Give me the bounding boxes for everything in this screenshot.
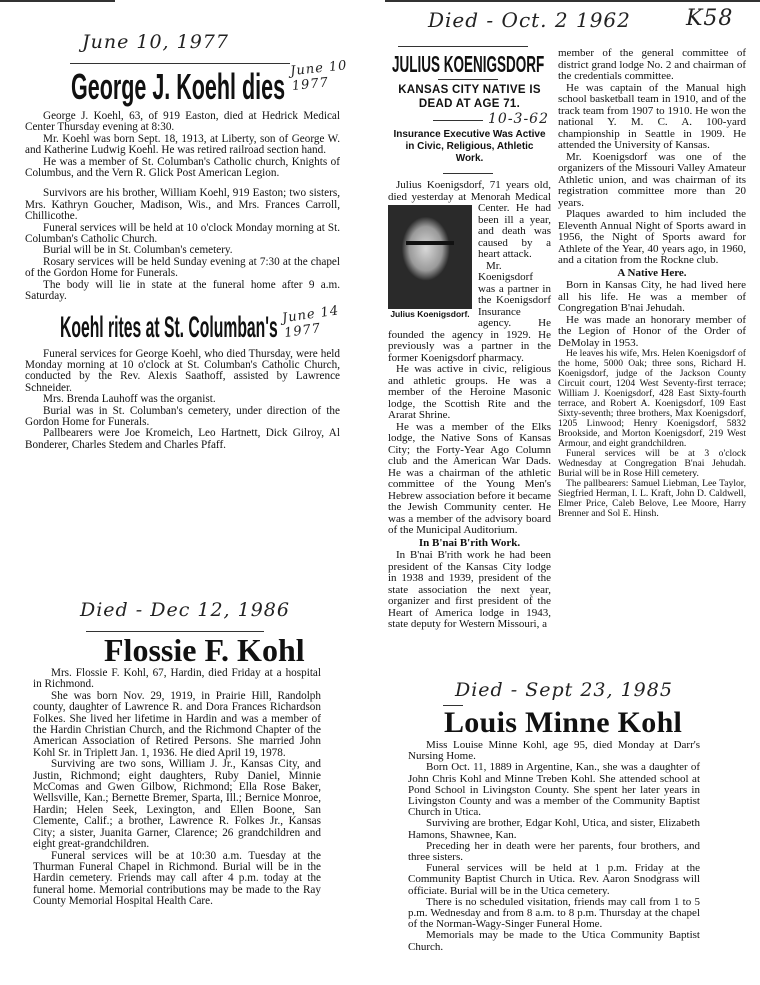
paragraph: Mrs. Flossie F. Kohl, 67, Hardin, died Friday at a hospital in Richmond. bbox=[33, 667, 321, 691]
handwritten-margin-date: June 14 1977 bbox=[281, 302, 341, 341]
handwritten-date: June 10, 1977 bbox=[82, 31, 229, 53]
deck: Insurance Executive Was Active in Civic, Religious, Athletic Work. bbox=[393, 129, 546, 164]
handwritten-date: Died - Sept 23, 1985 bbox=[455, 679, 673, 701]
paragraph: He was a member of the Elks lodge, the Native Sons of Kansas City; the Forty-Year Ago Column club and the American War Dads. He was a chairman of the athletic committee of the Young Men's Hebrew association before it became the Jewish Community center. He was a member of the advisory board of the Municipal Auditorium. bbox=[388, 420, 551, 536]
handwritten-reference: K58 bbox=[686, 6, 734, 31]
article-julius-koenigsdorf-right-column bbox=[558, 48, 746, 519]
paragraph: Preceding her in death were her parents, four brothers, and three sisters. bbox=[408, 839, 700, 864]
divider bbox=[433, 120, 483, 121]
divider bbox=[443, 173, 493, 174]
margin-note-row bbox=[388, 111, 551, 129]
headline-block-george bbox=[25, 58, 349, 109]
article-flossie-kohl-block bbox=[33, 598, 321, 908]
paragraph: Funeral services will be at 10:30 a.m. Tuesday at the Thurman Funeral Chapel in Richmond. Burial will be in the Hardin cemetery. Friends may call after 4 p.m. today at the funeral home. Memorial contributions may be made to the Ray County Memorial Hospital Health Care. bbox=[33, 849, 321, 908]
photo-caption: Julius Koenigsdorf. bbox=[390, 309, 470, 319]
paragraph: Surviving are two sons, William J. Jr., Kansas City, and Justin, Richmond; eight daughters, Ruby Daniel, Minnie McComas and Gwen Gilbow, Richmond; Ella Rose Baker, Wellsville, Kan.; Bernette Bremer, Sparta, Ill.; Bernice Monroe, Hardin; Helen Seek, Lexington, and Ellen Boone, San Clemente, Calif.; a brother, Lawrence R. Folkes Jr., Kansas City; a sister, Juanita Garner, Clarence; 26 grandchildren and eight great-grandchildren. bbox=[33, 758, 321, 851]
small-print bbox=[558, 349, 746, 519]
article-louis-minne-kohl bbox=[408, 740, 700, 953]
paragraph: He leaves his wife, Mrs. Helen Koenigsdorf of the home, 5000 Oak; three sons, Richard H. Koenigsdorf, judge of the Jackson County Circuit court, 1204 West Seventy-first terrace; William J. Koenigsdorf, 428 East Sixty-fourth terrace, and Robert A. Koenigsdorf, 109 East Sixty-seventh; three brothers, Max Koenigsdorf, 1205 Linwood; Henry Koenigsdorf, 5832 Brookside, and Morton Koenigsdorf, 219 West Armour, and eight grandchildren. bbox=[558, 348, 746, 449]
paragraph: Born Oct. 11, 1889 in Argentine, Kan., she was a daughter of John Chris Kohl and Minne Treben Kohl. She attended school at Pond School in Livingston County. She spent her later years in Livingston County and was a member of the Community Baptist Church in Utica. bbox=[408, 761, 700, 819]
subheadline: KANSAS CITY NATIVE IS DEAD AT AGE 71. bbox=[398, 84, 541, 110]
paragraph: Plaques awarded to him included the Eleventh Annual Night of Sports award in 1956, the Night of Sports award for Athlete of the Year, 40 years ago, in 1960, and a citation from the Rockne club. bbox=[558, 208, 746, 266]
left-column-articles bbox=[25, 30, 349, 451]
paragraph: The body will lie in state at the funeral home after 9 a.m. Saturday. bbox=[25, 278, 340, 303]
paragraph: In B'nai B'rith work he had been president of the Kansas City lodge in 1938 and 1939, president of the state association the next year, organizer and first president of the Heart of America lodge in 1943, state deputy for Western Missouri, a bbox=[388, 549, 551, 630]
paragraph-continuation: member of the general committee of district grand lodge No. 2 and chairman of the credentials committee. bbox=[558, 47, 746, 82]
article-koehl-rites bbox=[25, 349, 340, 452]
article-louis-minne-kohl-block bbox=[408, 678, 700, 953]
paragraph: Funeral services for George Koehl, who died Thursday, were held Monday morning at 10 o'clock at St. Columban's Catholic Church, conducted by the Rev. Alexis Saathoff, assisted by Lawrence Schneider. bbox=[25, 347, 340, 394]
handwritten-margin-date: 10-3-62 bbox=[488, 111, 549, 127]
paragraph: The pallbearers: Samuel Liebman, Lee Taylor, Siegfried Herman, I. L. Kraft, John D. Caldwell, Elmer Price, Caleb Belove, Lee Moore, Harry Brenner and Sol E. Hinsh. bbox=[558, 478, 746, 519]
paragraph: He was active in civic, religious and athletic groups. He was a member of the Heroine Masonic lodge, the Scottish Rite and the Ararat Shrine. bbox=[388, 363, 551, 421]
portrait-image bbox=[388, 205, 472, 309]
subheading: In B'nai B'rith Work. bbox=[418, 536, 521, 549]
headline-louis-minne-kohl: Louis Minne Kohl bbox=[444, 706, 683, 739]
headline-julius-koenigsdorf: JULIUS KOENIGSDORF bbox=[392, 51, 545, 77]
scan-edge bbox=[0, 0, 115, 2]
paragraph: Mr. Koenigsdorf was a partner in the Koenigsdorf Insurance agency. He founded the agency in 1929. He previously was a partner in the former Koenigsdorf pharmacy. bbox=[388, 259, 551, 364]
paragraph: Survivors are his brother, William Koehl, 919 Easton; two sisters, Mrs. Kathryn Goucher, Madison, Wis., and Mrs. Frances Carroll, Chillicothe. bbox=[25, 187, 340, 223]
scan-edge bbox=[385, 0, 760, 2]
paragraph: Pallbearers were Joe Kromeich, Leo Hartnett, Dick Gilroy, Al Bonderer, Charles Stedem and Charles Pfaff. bbox=[25, 427, 340, 451]
paragraph: She was born Nov. 29, 1919, in Prairie Hill, Randolph county, daughter of Lawrence R. and Dora Frances Richardson Folkes. She lived her lifetime in Hardin and was a member of the Hardin Christian Church, and the Richmond Chapter of the American Association of Retired Persons. She married John Kohl Sr. in Triplett Jan. 1, 1936. He died April 19, 1978. bbox=[33, 689, 321, 759]
divider bbox=[70, 63, 290, 64]
paragraph: Born in Kansas City, he had lived here all his life. He was a member of Congregation B'nai Jehudah. bbox=[558, 279, 746, 314]
handwritten-margin-date: June 10 1977 bbox=[289, 58, 349, 95]
divider bbox=[438, 79, 498, 80]
paragraph: He was a member of St. Columban's Catholic church, Knights of Columbus, and the Vern R. Glick Post American Legion. bbox=[25, 155, 340, 180]
article-julius-koenigsdorf-left-column bbox=[388, 46, 551, 631]
subheading: A Native Here. bbox=[617, 266, 687, 279]
paragraph: Memorials may be made to the Utica Community Baptist Church. bbox=[408, 929, 700, 953]
portrait-photo bbox=[388, 205, 472, 319]
paragraph: Burial was in St. Columban's cemetery, under direction of the Gordon Home for Funerals. bbox=[25, 404, 340, 428]
paragraph: Surviving are brother, Edgar Kohl, Utica, and sister, Elizabeth Hamons, Shawnee, Kan. bbox=[408, 817, 700, 841]
headline-block-julius bbox=[388, 51, 551, 77]
paragraph-rest: been ill a year, and death was caused by a heart attack. bbox=[478, 213, 551, 260]
handwritten-date: Died - Dec 12, 1986 bbox=[80, 599, 290, 621]
article-george-koehl bbox=[25, 111, 340, 303]
paragraph: There is no scheduled visitation, friends may call from 1 to 5 p.m. Wednesday and from 8 a.m. to 8 p.m. Thursday at the chapel of the Norman-Wagy-Singer Funeral Home. bbox=[408, 895, 700, 931]
paragraph: Miss Louise Minne Kohl, age 95, died Monday at Darr's Nursing Home. bbox=[408, 739, 700, 763]
handwritten-date: Died - Oct. 2 1962 bbox=[428, 8, 631, 32]
article-flossie-kohl bbox=[33, 668, 321, 908]
headline-block-rites bbox=[25, 302, 341, 347]
paragraph: Mr. Koehl was born Sept. 18, 1913, at Liberty, son of George W. and Katherine Ludwig Koehl. He was retired railroad section hand. bbox=[25, 132, 340, 157]
paragraph: Funeral services will be held at 1 p.m. Friday at the Community Baptist Church in Utica. Rev. Aaron Snodgrass will officiate. Burial will be in the Utica cemetery. bbox=[408, 862, 700, 897]
paragraph: Funeral services will be at 3 o'clock Wednesday at Congregation B'nai Jehudah. Burial will be in Rose Hill cemetery. bbox=[558, 448, 746, 479]
paragraph: Mrs. Brenda Lauhoff was the organist. bbox=[43, 393, 216, 406]
paragraph: He was captain of the Manual high school basketball team in 1910, and of the track team from 1907 to 1910. He won the national Y. M. C. A. 100-yard championship in Seattle in 1909. He attended the University of Kansas. bbox=[558, 81, 746, 151]
divider bbox=[398, 46, 528, 47]
paragraph: He was made an honorary member of the Legion of Honor of the Order of DeMolay in 1953. bbox=[558, 313, 746, 349]
glasses-detail bbox=[406, 241, 454, 257]
headline-koehl-rites: Koehl rites at St. Columban's bbox=[60, 310, 278, 344]
headline-george-koehl: George J. Koehl dies bbox=[71, 66, 286, 107]
paragraph-start: Julius Koenigsdorf, 71 years old, died yesterday at Menorah Medical Center. He had bbox=[388, 179, 551, 214]
headline-flossie-kohl: Flossie F. Kohl bbox=[104, 632, 305, 668]
paragraph: George J. Koehl, 63, of 919 Easton, died at Hedrick Medical Center Thursday evening at 8:30. bbox=[25, 110, 340, 134]
paragraph: Rosary services will be held Sunday evening at 7:30 at the chapel of the Gordon Home for Funerals. bbox=[25, 255, 340, 280]
paragraph: Mr. Koenigsdorf was one of the organizers of the Missouri Valley Amateur Athletic union, and was chairman of its registration committee more than 20 years. bbox=[558, 150, 746, 209]
paragraph: Burial will be in St. Columban's cemetery. bbox=[43, 244, 233, 257]
paragraph: Funeral services will be held at 10 o'clock Monday morning at St. Columban's Catholic Church. bbox=[25, 221, 340, 246]
